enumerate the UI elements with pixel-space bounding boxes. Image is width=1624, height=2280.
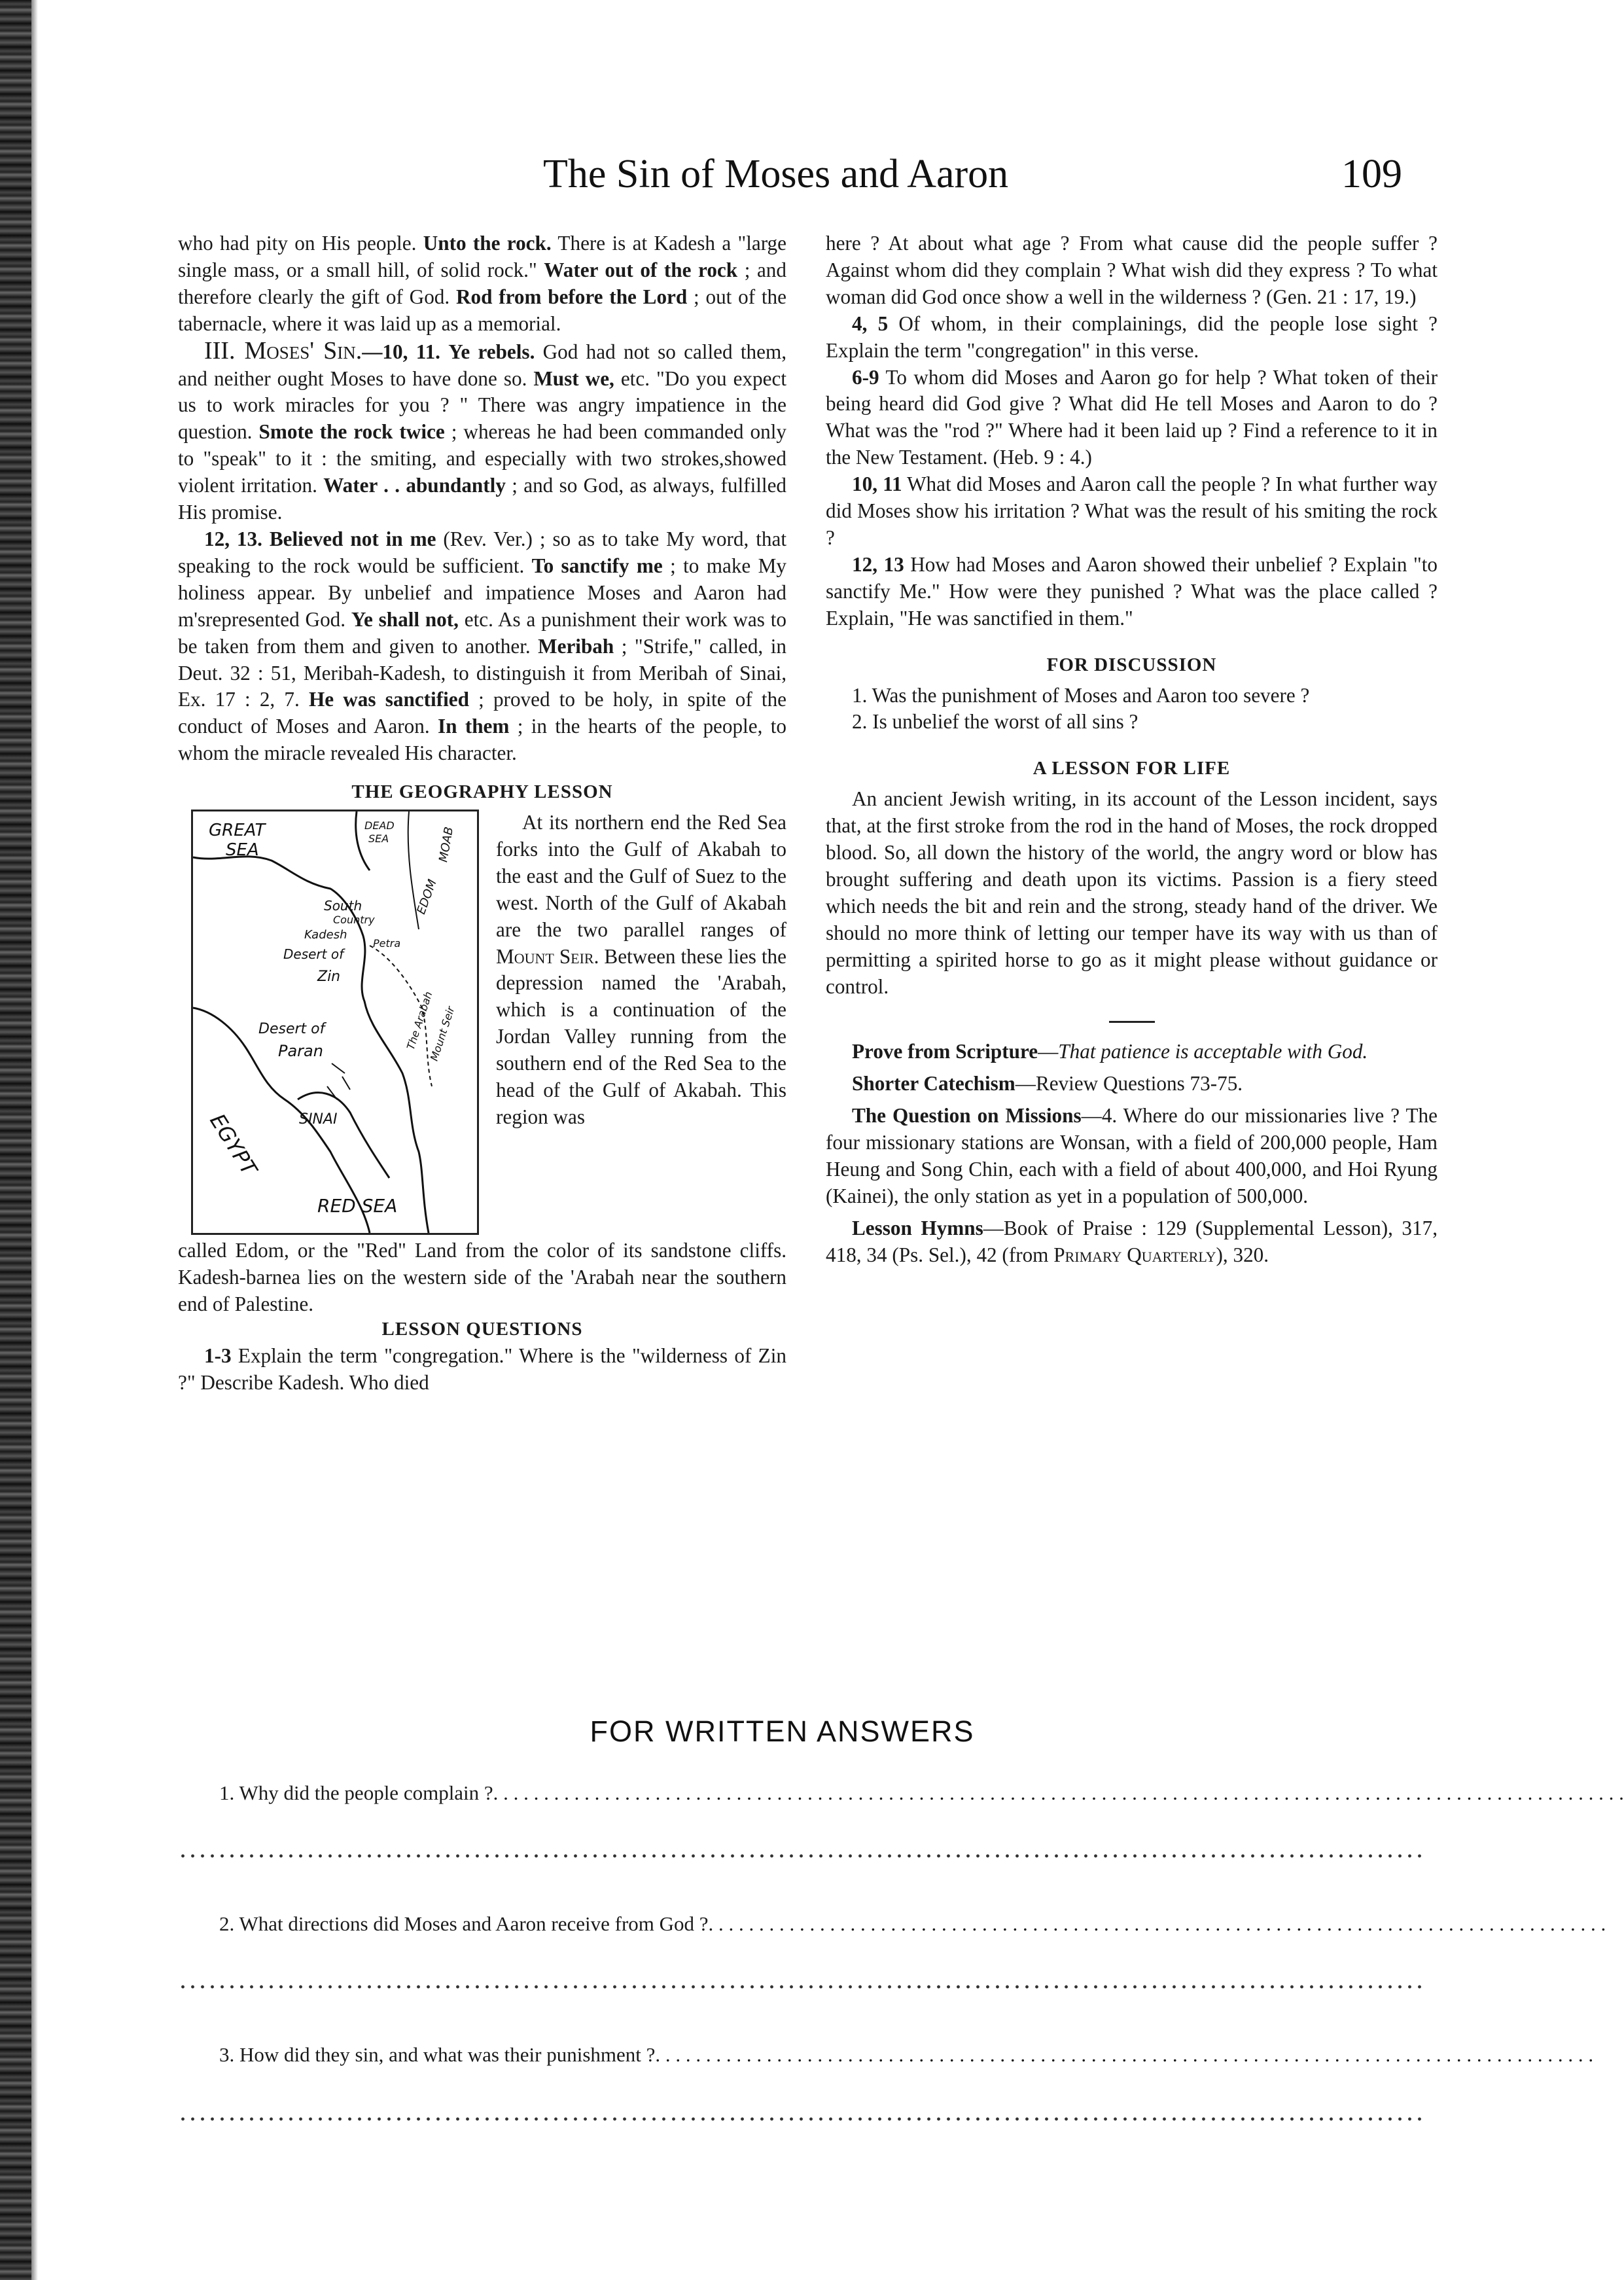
text-run: The Question on Missions [852, 1104, 1082, 1128]
text-run: etc. As a punishment their work was to be taken from them and given to another. [178, 607, 786, 658]
map-label-edom: EDOM [414, 878, 440, 916]
sinai-map [191, 810, 479, 1235]
text-run: —Book of Praise : 129 (Supplemental Lesson), 317, 418, 34 (Ps. Sel.), 42 (from [826, 1216, 1438, 1266]
answer-line-3[interactable] [178, 2116, 1424, 2122]
answer-line-2[interactable] [178, 1984, 1424, 1989]
question-on-missions [826, 1103, 1438, 1210]
map-label-egypt: EGYPT [205, 1109, 262, 1180]
text-run [440, 340, 448, 363]
text-run: God had not so called them, and neither ought Moses to have done so. [178, 340, 787, 390]
map-label-desert-paran: Desert of [258, 1021, 325, 1038]
geography-heading: THE GEOGRAPHY LESSON [351, 781, 613, 803]
map-label-sea: SEA [226, 840, 259, 861]
geography-text-tail [178, 1238, 786, 1318]
text-run: 12, 13 [852, 552, 904, 576]
lesson-question-12-13 [826, 552, 1438, 632]
text-run: Ye rebels. [448, 340, 535, 363]
discussion-item-2: 2. Is unbelief the worst of all sins ? [852, 710, 1139, 734]
map-label-red-sea: RED SEA [317, 1195, 398, 1217]
text-run: Smote the rock twice [258, 420, 445, 444]
geography-lesson [178, 810, 786, 1316]
text-run: 12, 13. [204, 527, 262, 550]
text-run: Prove from Scripture [852, 1040, 1038, 1063]
binding-shadow [31, 0, 38, 2280]
paragraph-believed-not [178, 526, 786, 767]
lesson-for-life-heading: A LESSON FOR LIFE [1033, 758, 1231, 779]
map-label-desert-of: Desert of [283, 946, 344, 963]
text-run: Shorter Catechism [852, 1072, 1015, 1095]
map-label-arabah: The Arabah [404, 989, 435, 1052]
text-run: Primary Quarterly [1053, 1243, 1216, 1266]
text-run: ; out of the tabernacle, where it was laid up as a memorial. [178, 285, 786, 335]
page-number: 109 [1341, 152, 1402, 196]
text-run: He was sanctified [309, 688, 469, 711]
written-question-3: 3. How did they sin, and what was their punishment ?. . . . . . . . . . . . . . . . . . . . . . . . . . . . . . . . . . . . . . . . . . . . . . . . . . . . . . . . . . . . . . . . . . . . . . . . . . . . . . . . . . . . . . . . . . . . . [219, 2043, 1594, 2066]
map-label-country: Country [333, 914, 375, 927]
lesson-question-1-3 [178, 1343, 786, 1397]
text-run: who had pity on His people. [178, 232, 423, 255]
lesson-for-life-paragraph: An ancient Jewish writing, in its account of the Lesson incident, says that, at the first stroke from the rod in the hand of Moses, the rock dropped blood. So, all down the history of the world, the angry word or blow has brought suffering and death upon its victims. Passion is a fiery steed which needs the bit and rein and the strong, steady hand of the driver. We should no more think of letting our temper have its way with us than of permitting a spirited horse to go as it might please without guidance or control. [826, 787, 1438, 998]
section-divider [1109, 1021, 1155, 1023]
text-run: ; and so God, as always, fulfilled His promise. [178, 474, 787, 524]
geography-tail-paragraph: called Edom, or the "Red" Land from the color of its sandstone cliffs. Kadesh-barnea lies on the western side of the 'Arabah near the southern end of Palestine. [178, 1239, 786, 1315]
text-run: In them [437, 715, 510, 738]
lesson-question-4-5 [826, 311, 1438, 365]
text-run: ), 320. [1216, 1243, 1269, 1266]
text-run: To sanctify me [531, 554, 663, 577]
lesson-hymns [826, 1215, 1438, 1269]
map-label-mount-seir: Mount Seir [427, 1005, 457, 1063]
map-label-great: GREAT [209, 821, 266, 841]
text-run: —4. Where do our missionaries live ? The four missionary stations are Wonsan, with a field of 200,000 people, Ham Heung and Song Chin, each with a field of about 400,000, and Hoi Ryung (Kainei), the only station as yet in a population of 500,000. [826, 1104, 1438, 1207]
text-run: Lesson Hymns [852, 1216, 983, 1239]
text-run: Believed not in me [269, 527, 436, 550]
text-run: ; and therefore clearly the gift of God. [178, 258, 786, 308]
discussion-item-1: 1. Was the punishment of Moses and Aaron too severe ? [852, 683, 1310, 707]
map-label-moab: MOAB [436, 825, 457, 864]
page-binding-edge [0, 0, 31, 2280]
paragraph-moses-sin [178, 338, 786, 526]
text-run: ; to make My holiness appear. By unbelief and impatience Moses and Aaron had m'srepresented God. [178, 554, 786, 631]
written-question-1: 1. Why did the people complain ?. . . . . . . . . . . . . . . . . . . . . . . . . . . . . . . . . . . . . . . . . . . . . . . . . . . . . . . . . . . . . . . . . . . . . . . . . . . . . . . . . . . . . . . . . . . . . . . . . . . . . . . . . . . . . . . . [219, 1781, 1624, 1804]
text-run: 10, 11 [852, 472, 902, 496]
text-run: Unto the rock. [423, 232, 552, 255]
text-run: Water out of the rock [544, 258, 738, 281]
text-run [262, 527, 270, 550]
map-label-dead: DEAD [364, 819, 395, 832]
text-run: Meribah [538, 634, 614, 658]
map-label-zin: Zin [317, 969, 341, 986]
text-run: —10, 11. [362, 340, 440, 363]
geography-paragraph [496, 810, 786, 1131]
page-title: The Sin of Moses and Aaron [543, 152, 1009, 196]
text-run: ; in the hearts of the people, to whom the miracle revealed His character. [178, 715, 786, 765]
text-run: What did Moses and Aaron call the people ? In what further way did Moses show his irritation ? What was the result of his smiting the rock ? [826, 472, 1438, 549]
text-run: 1-3 [204, 1344, 232, 1367]
running-head [0, 148, 1572, 200]
text-run: 4, 5 [852, 312, 889, 335]
left-column [178, 230, 786, 1397]
text-run: Ye shall not, [351, 607, 459, 631]
text-run: ; whereas he had been commanded only to "speak" to it : the smiting, and especially with two strokes,showed violent irritation. [178, 420, 786, 497]
map-label-south: South [324, 898, 362, 914]
shorter-catechism [826, 1071, 1438, 1097]
text-run: ; proved to be holy, in spite of the conduct of Moses and Aaron. [178, 688, 787, 738]
lesson-questions-heading: LESSON QUESTIONS [381, 1319, 583, 1340]
text-run: Explain the term "congregation." Where is the "wilderness of Zin ?" Describe Kadesh. Who died [178, 1344, 786, 1394]
written-question-2: 2. What directions did Moses and Aaron receive from God ?. . . . . . . . . . . . . . . . . . . . . . . . . . . . . . . . . . . . . . . . . . . . . . . . . . . . . . . . . . . . . . . . . . . . . . . . . . . . . . . . . . . . . . . . . [219, 1912, 1606, 1935]
text-run: Rod from before the Lord [455, 285, 688, 308]
map-label-sinai: SINAI [299, 1111, 338, 1128]
text-run: 6-9 [852, 365, 879, 389]
discussion-heading: FOR DISCUSSION [1046, 654, 1217, 675]
lesson-question-6-9 [826, 365, 1438, 472]
geography-text-part2: Between these lies the depression named the 'Arabah, which is a continuation of the Jordan Valley running from the southern end of the Red Sea to the head of the Gulf of Akabah. This region was [496, 944, 786, 1128]
text-run: There is at Kadesh a "large single mass, or a small hill, of solid rock." [178, 232, 786, 281]
answer-line-1[interactable] [178, 1853, 1424, 1859]
text-run: Must we, [533, 366, 614, 390]
lesson-question-10-11 [826, 471, 1438, 552]
text-run: Water . . abundantly [323, 474, 506, 497]
geography-text [496, 810, 786, 1131]
map-label-petra: Petra [373, 937, 401, 950]
geography-text-part1: At its northern end the Red Sea forks into the Gulf of Akabah to the east and the Gulf of Suez to the west. North of the Gulf of Akabah are the two parallel ranges of [496, 811, 786, 941]
text-run: That patience is acceptable with God. [1058, 1040, 1368, 1063]
text-run: ; "Strife," called, in Deut. 32 : 51, Meribah-Kadesh, to distinguish it from Meribah of Sinai, Ex. 17 : 2, 7. [178, 634, 786, 711]
paragraph-rock [178, 230, 786, 338]
text-run: How had Moses and Aaron showed their unbelief ? Explain "to sanctify Me." How were they punished ? What was the place called ? Explain, "He was sanctified in them." [826, 552, 1438, 630]
map-label-paran: Paran [278, 1042, 323, 1061]
geography-mount-seir: Mount Seir. [496, 944, 599, 968]
text-run: etc. "Do you expect us to work miracles for you ? " There was angry impatience in the question. [178, 366, 786, 444]
prove-from-scripture [826, 1039, 1438, 1065]
written-answers-heading [0, 1715, 1572, 1749]
written-answers-title: FOR WRITTEN ANSWERS [590, 1715, 975, 1748]
map-label-dead-sea: SEA [368, 832, 389, 846]
text-run: Of whom, in their complainings, did the people lose sight ? Explain the term "congregation" in this verse. [826, 312, 1438, 362]
text-run: —Review Questions 73-75. [1015, 1072, 1243, 1095]
text-run: To whom did Moses and Aaron go for help ? What token of their being heard did God give ? What did He tell Moses and Aaron to do ? What was the "rod ?" Where had it been laid up ? Find a reference to it in the New Testament. (Heb. 9 : 4.) [826, 365, 1438, 469]
text-run: III. Moses' Sin. [204, 336, 362, 365]
lesson-question-continued: here ? At about what age ? From what cause did the people suffer ? Against whom did they complain ? What wish did they express ? To what woman did God once show a well in the wilderness ? (Gen. 21 : 17, 19.) [826, 232, 1438, 308]
text-run: (Rev. Ver.) ; so as to take My word, that speaking to the rock would be sufficient. [178, 527, 787, 577]
map-label-kadesh: Kadesh [304, 928, 347, 942]
text-run: — [1038, 1040, 1059, 1063]
right-column [826, 230, 1438, 1269]
